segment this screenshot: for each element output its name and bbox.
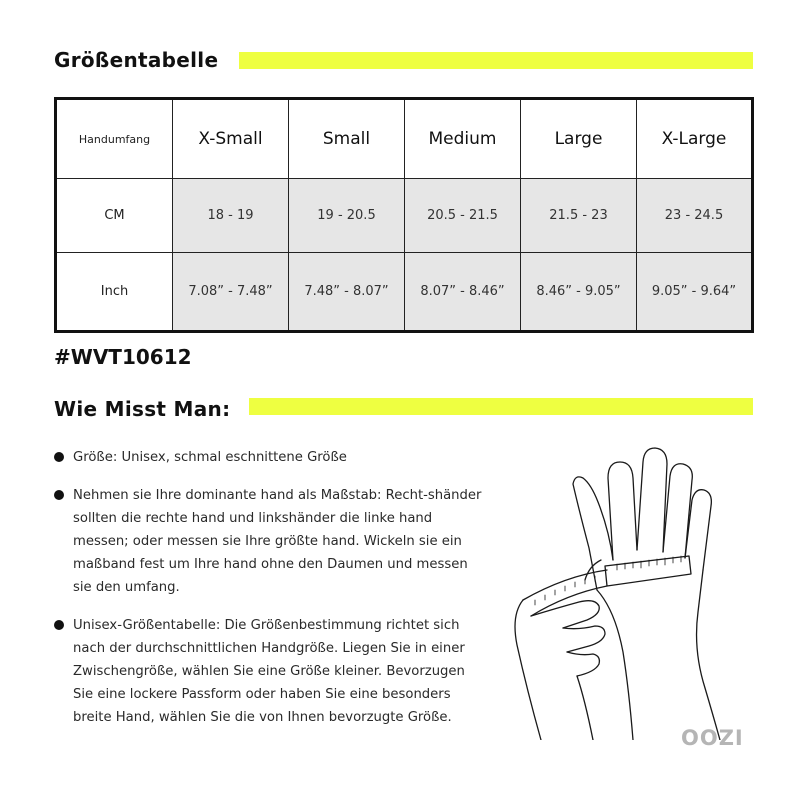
bullet-dot-icon bbox=[54, 490, 64, 500]
product-code: #WVT10612 bbox=[54, 345, 192, 369]
size-xl-header: X-Large bbox=[637, 99, 753, 179]
size-table bbox=[54, 97, 754, 333]
title-accent-bar-2 bbox=[249, 398, 753, 415]
cm-value-s: 19 - 20.5 bbox=[289, 179, 405, 253]
bullet-text: Nehmen sie Ihre dominante hand als Maßstab: Recht-shänder sollten die rechte hand und linkshänder die linke hand messen; oder messen sie Ihre größte hand. Wickeln sie ein maßband fest um Ihre hand ohne den Daumen und messen sie den umfang. bbox=[73, 488, 482, 595]
instructions-list bbox=[54, 446, 484, 729]
brand-logo: OOZI bbox=[681, 726, 744, 750]
row-label-cm: CM bbox=[56, 179, 173, 253]
bullet-dot-icon bbox=[54, 452, 64, 462]
title-accent-bar bbox=[239, 52, 753, 69]
cm-value-l: 21.5 - 23 bbox=[521, 179, 637, 253]
size-chart-title: Größentabelle bbox=[54, 48, 219, 72]
list-item bbox=[54, 446, 484, 469]
size-header-row bbox=[56, 99, 753, 179]
cm-value-m: 20.5 - 21.5 bbox=[405, 179, 521, 253]
row-label-inch: Inch bbox=[56, 253, 173, 332]
how-to-measure-title: Wie Misst Man: bbox=[54, 397, 231, 421]
inch-row bbox=[56, 253, 753, 332]
size-l-header: Large bbox=[521, 99, 637, 179]
size-s-header: Small bbox=[289, 99, 405, 179]
size-xs-header: X-Small bbox=[173, 99, 289, 179]
cm-value-xs: 18 - 19 bbox=[173, 179, 289, 253]
bullet-text: Größe: Unisex, schmal eschnittene Größe bbox=[73, 450, 347, 465]
header-label: Handumfang bbox=[56, 99, 173, 179]
bullet-dot-icon bbox=[54, 620, 64, 630]
hand-measuring-tape-icon bbox=[505, 440, 755, 740]
inch-value-l: 8.46” - 9.05” bbox=[521, 253, 637, 332]
list-item bbox=[54, 614, 484, 729]
list-item bbox=[54, 484, 484, 599]
bullet-text: Unisex-Größentabelle: Die Größenbestimmung richtet sich nach der durchschnittlichen Handgröße. Liegen Sie in einer Zwischengröße, wählen Sie eine Größe kleiner. Bevorzugen Sie eine lockere Passform oder haben Sie eine besonders breite Hand, wählen Sie die von Ihnen bevorzugte Größe. bbox=[73, 618, 465, 725]
inch-value-s: 7.48” - 8.07” bbox=[289, 253, 405, 332]
size-m-header: Medium bbox=[405, 99, 521, 179]
inch-value-m: 8.07” - 8.46” bbox=[405, 253, 521, 332]
inch-value-xl: 9.05” - 9.64” bbox=[637, 253, 753, 332]
inch-value-xs: 7.08” - 7.48” bbox=[173, 253, 289, 332]
cm-row bbox=[56, 179, 753, 253]
cm-value-xl: 23 - 24.5 bbox=[637, 179, 753, 253]
